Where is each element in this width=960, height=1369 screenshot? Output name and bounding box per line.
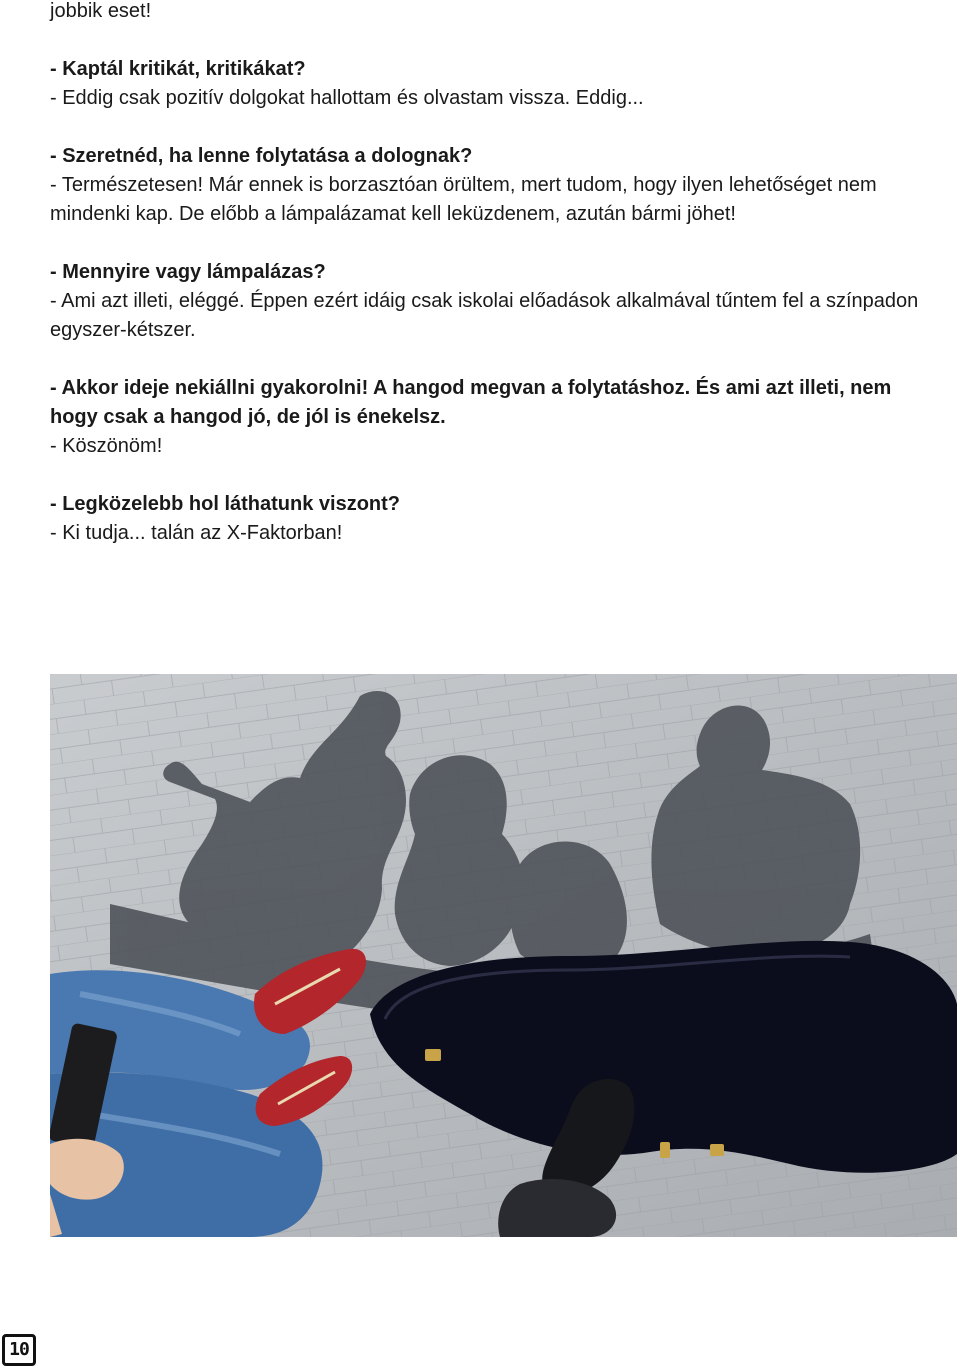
case-latch: [710, 1144, 724, 1156]
page-number: 10: [2, 1334, 36, 1366]
question-5: - Legközelebb hol láthatunk viszont?: [50, 493, 401, 515]
intro-line: jobbik eset!: [50, 0, 152, 22]
interview-text: [50, 0, 940, 548]
case-latch: [660, 1142, 670, 1158]
question-3: - Mennyire vagy lámpalázas?: [50, 261, 326, 283]
answer-3: - Ami azt illeti, eléggé. Éppen ezért idáig csak iskolai előadások alkalmával tűntem fel a színpadon egyszer-kétszer.: [50, 290, 919, 341]
shadows-guitar-photo: [50, 674, 957, 1237]
answer-2: - Természetesen! Már ennek is borzasztóan örültem, mert tudom, hogy ilyen lehetőséget nem mindenki kap. De előbb a lámpalázamat kell leküzdenem, azután bármi jöhet!: [50, 174, 877, 225]
answer-5: - Ki tudja... talán az X-Faktorban!: [50, 522, 343, 544]
answer-4: - Köszönöm!: [50, 435, 163, 457]
question-1: - Kaptál kritikát, kritikákat?: [50, 58, 306, 80]
answer-1: - Eddig csak pozitív dolgokat hallottam és olvastam vissza. Eddig...: [50, 87, 644, 109]
question-2: - Szeretnéd, ha lenne folytatása a dolognak?: [50, 145, 473, 167]
case-latch: [425, 1049, 441, 1061]
question-4: - Akkor ideje nekiállni gyakorolni! A hangod megvan a folytatáshoz. És ami azt illeti, nem hogy csak a hangod jó, de jól is énekelsz.: [50, 377, 892, 428]
